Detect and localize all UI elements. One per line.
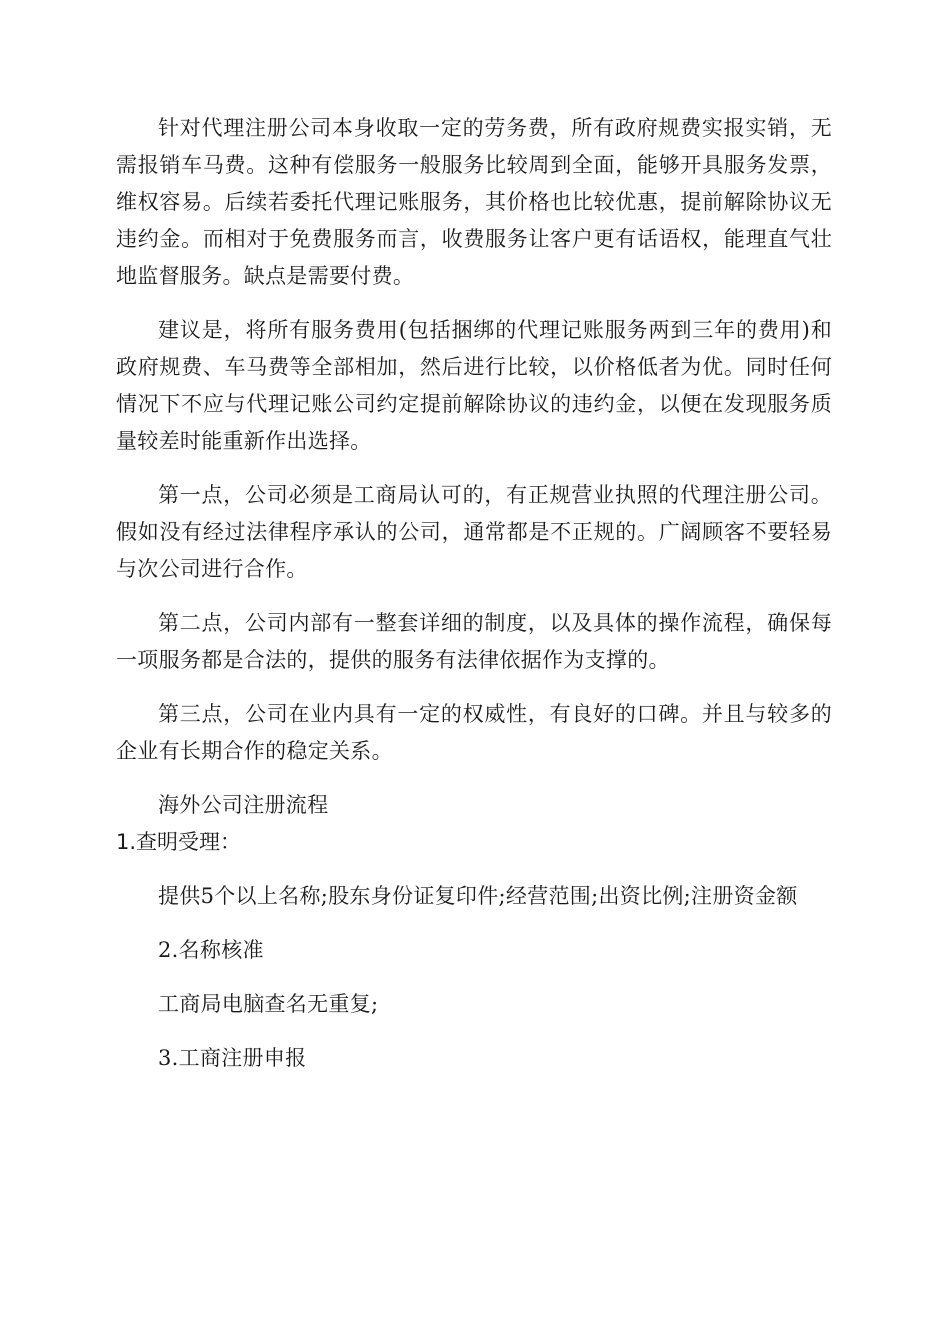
step-two-detail: 工商局电脑查名无重复; [158,992,379,1016]
document-body [116,110,832,1077]
paragraph-paid-service: 针对代理注册公司本身收取一定的劳务费，所有政府规费实报实销，无需报销车马费。这种有偿服务一般服务比较周到全面，能够开具服务发票，维权容易。后续若委托代理记账服务，其价格也比较优惠，提前解除协议无违约金。而相对于免费服务而言，收费服务让客户更有话语权，能理直气壮地监督服务。缺点是需要付费。 [116,116,832,288]
paragraph-point-three: 第三点，公司在业内具有一定的权威性，有良好的口碑。并且与较多的企业有长期合作的稳定关系。 [116,702,832,763]
step-three-heading: 3.工商注册申报 [158,1046,307,1070]
step-one-number: 1. [116,830,137,854]
step-one-detail: 提供5个以上名称;股东身份证复印件;经营范围;出资比例;注册资金额 [158,884,798,908]
section-title-overseas-registration: 海外公司注册流程 [158,793,329,817]
paragraph-point-two: 第二点，公司内部有一整套详细的制度，以及具体的操作流程，确保每一项服务都是合法的，提供的服务有法律依据作为支撑的。 [116,611,832,672]
step-one-heading [116,824,832,861]
step-one-label: 查明受理： [136,830,242,854]
paragraph-suggestion: 建议是，将所有服务费用(包括捆绑的代理记账服务两到三年的费用)和政府规费、车马费等全部相加，然后进行比较，以价格低者为优。同时任何情况下不应与代理记账公司约定提前解除协议的违约金，以便在发现服务质量较差时能重新作出选择。 [116,318,832,453]
step-two-heading: 2.名称核准 [158,938,264,962]
paragraph-point-one: 第一点，公司必须是工商局认可的，有正规营业执照的代理注册公司。假如没有经过法律程序承认的公司，通常都是不正规的。广阔顾客不要轻易与次公司进行合作。 [116,483,832,581]
